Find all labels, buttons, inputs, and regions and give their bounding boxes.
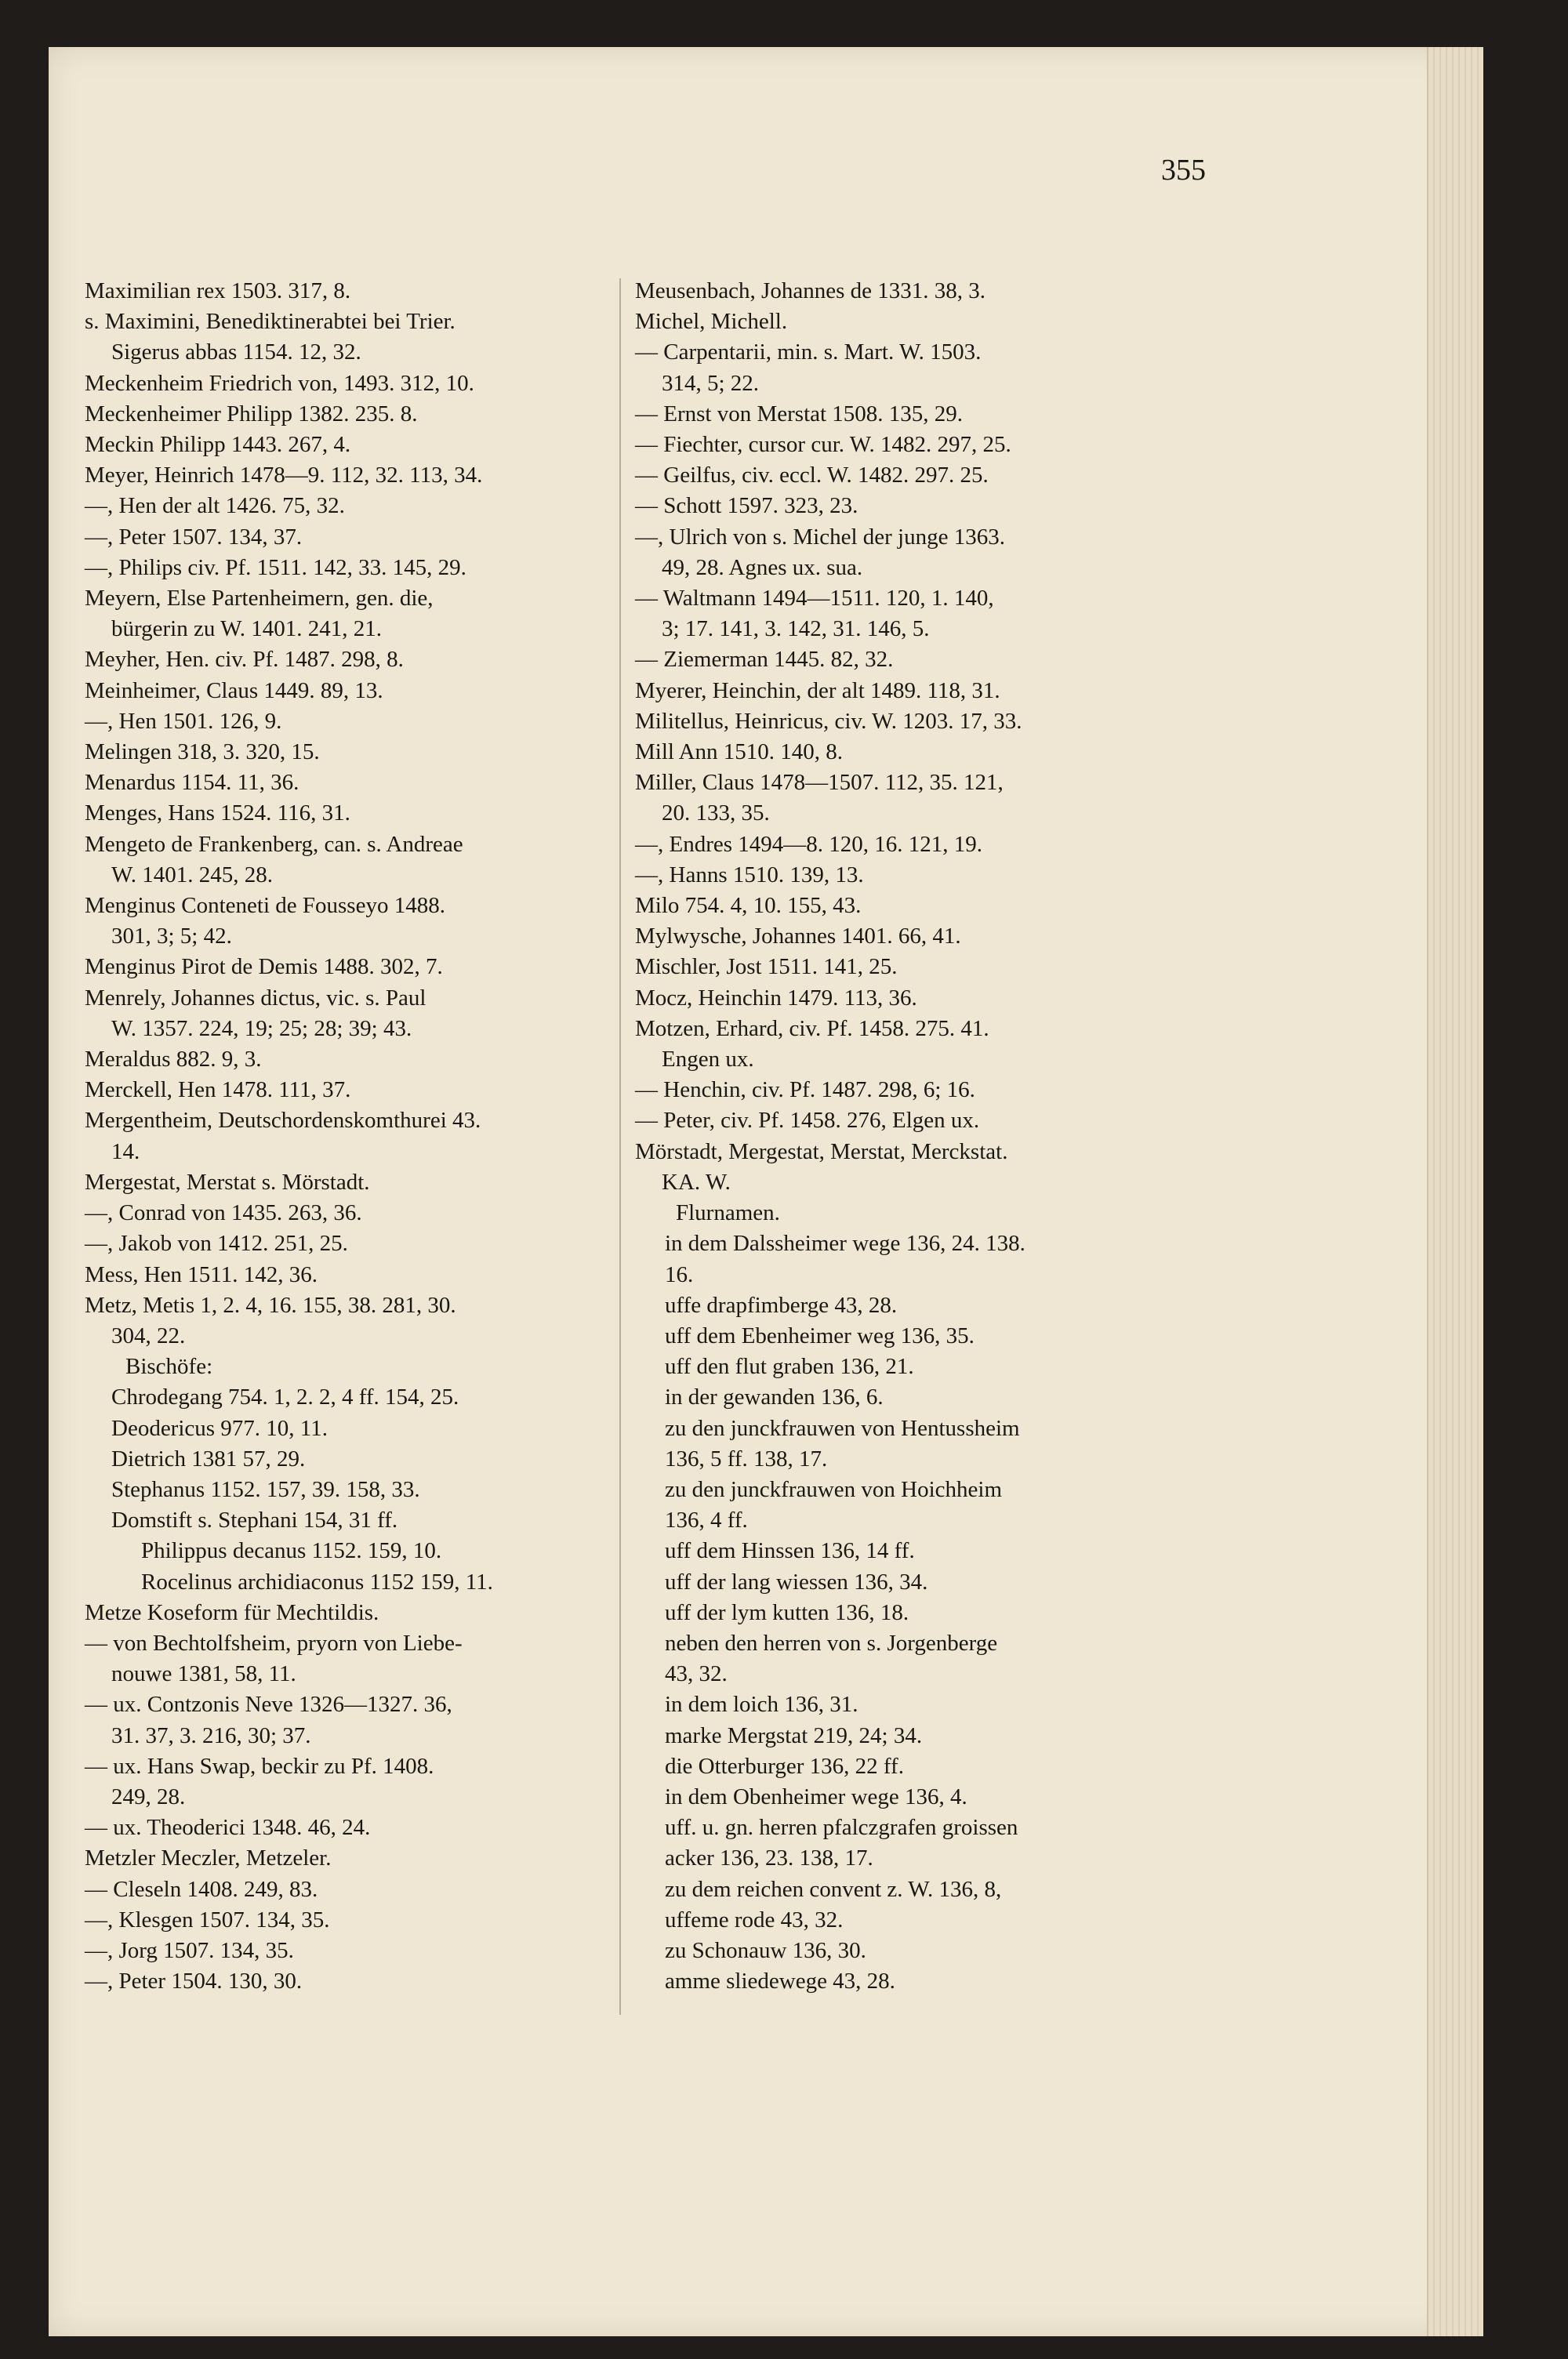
index-line: Miller, Claus 1478—1507. 112, 35. 121, [635, 770, 1004, 796]
index-line: zu den junckfrauwen von Hoichheim [665, 1476, 1003, 1502]
index-line: uff dem Hinssen 136, 14 ff. [665, 1538, 915, 1564]
index-line: —, Hanns 1510. 139, 13. [635, 862, 864, 887]
index-line: —, Ulrich von s. Michel der junge 1363. [635, 524, 1005, 550]
index-line: 304, 22. [111, 1323, 186, 1348]
index-line: Meyer, Heinrich 1478—9. 112, 32. 113, 34. [85, 463, 483, 488]
index-line: Michel, Michell. [635, 309, 788, 335]
index-line: Metzler Meczler, Metzeler. [85, 1845, 332, 1871]
index-line: Meckin Philipp 1443. 267, 4. [85, 432, 351, 458]
index-line: —, Philips civ. Pf. 1511. 142, 33. 145, 29. [85, 554, 466, 580]
index-line: — von Bechtolfsheim, pryorn von Liebe- [85, 1630, 463, 1656]
index-line: Deodericus 977. 10, 11. [111, 1415, 328, 1441]
index-line: uffe drapfimberge 43, 28. [665, 1292, 898, 1318]
index-line: Mischler, Jost 1511. 141, 25. [635, 954, 898, 980]
index-line: 31. 37, 3. 216, 30; 37. [111, 1722, 311, 1748]
index-line: 16. [665, 1261, 694, 1287]
index-line: — ux. Hans Swap, beckir zu Pf. 1408. [85, 1753, 434, 1779]
index-line: die Otterburger 136, 22 ff. [665, 1753, 904, 1779]
index-line: 43, 32. [665, 1661, 728, 1687]
index-line: Motzen, Erhard, civ. Pf. 1458. 275. 41. [635, 1015, 989, 1041]
index-line: Flurnamen. [676, 1200, 780, 1226]
index-line: uff der lang wiessen 136, 34. [665, 1569, 928, 1595]
index-line: 14. [111, 1138, 140, 1164]
index-line: Maximilian rex 1503. 317, 8. [85, 278, 351, 303]
index-line: marke Mergstat 219, 24; 34. [665, 1722, 923, 1748]
index-line: amme sliedewege 43, 28. [665, 1969, 895, 1994]
index-line: uff. u. gn. herren pfalczgrafen groissen [665, 1815, 1018, 1841]
index-line: — ux. Theoderici 1348. 46, 24. [85, 1815, 371, 1841]
index-line: Mengeto de Frankenberg, can. s. Andreae [85, 831, 463, 857]
index-line: neben den herren von s. Jorgenberge [665, 1630, 998, 1656]
index-line: —, Peter 1504. 130, 30. [85, 1969, 303, 1994]
index-line: Meckenheim Friedrich von, 1493. 312, 10. [85, 370, 474, 396]
index-line: —, Hen 1501. 126, 9. [85, 708, 282, 734]
index-line: Milo 754. 4, 10. 155, 43. [635, 893, 862, 919]
index-line: 136, 5 ff. 138, 17. [665, 1446, 828, 1472]
index-line: Menginus Pirot de Demis 1488. 302, 7. [85, 954, 443, 980]
index-line: —, Hen der alt 1426. 75, 32. [85, 493, 345, 519]
index-line: Mörstadt, Mergestat, Merstat, Merckstat. [635, 1138, 1008, 1164]
index-line: uffeme rode 43, 32. [665, 1907, 844, 1933]
index-line: 49, 28. Agnes ux. sua. [662, 554, 863, 580]
index-line: Chrodegang 754. 1, 2. 2, 4 ff. 154, 25. [111, 1385, 459, 1410]
index-line: Meinheimer, Claus 1449. 89, 13. [85, 677, 383, 703]
index-line: s. Maximini, Benediktinerabtei bei Trier. [85, 309, 456, 335]
index-line: Meyher, Hen. civ. Pf. 1487. 298, 8. [85, 647, 404, 673]
index-line: —, Jorg 1507. 134, 35. [85, 1937, 294, 1963]
page-edges [1427, 47, 1483, 2336]
index-line: Meusenbach, Johannes de 1331. 38, 3. [635, 278, 985, 303]
index-line: 136, 4 ff. [665, 1508, 748, 1533]
index-line: — Henchin, civ. Pf. 1487. 298, 6; 16. [635, 1077, 975, 1103]
index-line: 3; 17. 141, 3. 142, 31. 146, 5. [662, 616, 930, 642]
index-line: Menardus 1154. 11, 36. [85, 770, 299, 796]
index-line: Metz, Metis 1, 2. 4, 16. 155, 38. 281, 30. [85, 1292, 456, 1318]
index-line: nouwe 1381, 58, 11. [111, 1661, 296, 1687]
index-line: Sigerus abbas 1154. 12, 32. [111, 339, 361, 365]
index-line: Mocz, Heinchin 1479. 113, 36. [635, 985, 917, 1011]
right-column [635, 276, 1254, 1997]
index-line: — Peter, civ. Pf. 1458. 276, Elgen ux. [635, 1108, 980, 1134]
page-number: 355 [1161, 154, 1206, 187]
index-line: uff der lym kutten 136, 18. [665, 1599, 909, 1625]
index-line: KA. W. [662, 1169, 731, 1195]
index-line: — Ernst von Merstat 1508. 135, 29. [635, 401, 964, 426]
index-line: Meckenheimer Philipp 1382. 235. 8. [85, 401, 418, 426]
index-line: Mess, Hen 1511. 142, 36. [85, 1261, 318, 1287]
index-line: — Cleseln 1408. 249, 83. [85, 1876, 318, 1902]
index-line: Bischöfe: [125, 1354, 213, 1380]
index-line: —, Jakob von 1412. 251, 25. [85, 1231, 348, 1257]
index-line: Myerer, Heinchin, der alt 1489. 118, 31. [635, 677, 1000, 703]
index-line: 20. 133, 35. [662, 800, 770, 826]
index-line: in dem Obenheimer wege 136, 4. [665, 1784, 967, 1809]
index-line: — Geilfus, civ. eccl. W. 1482. 297. 25. [635, 463, 989, 488]
index-line: — Fiechter, cursor cur. W. 1482. 297, 25. [635, 432, 1011, 458]
left-column [85, 276, 681, 1997]
index-line: Melingen 318, 3. 320, 15. [85, 739, 320, 765]
index-line: Militellus, Heinricus, civ. W. 1203. 17, 33. [635, 708, 1022, 734]
index-line: Meyern, Else Partenheimern, gen. die, [85, 586, 434, 612]
index-line: Menges, Hans 1524. 116, 31. [85, 800, 350, 826]
index-line: bürgerin zu W. 1401. 241, 21. [111, 616, 383, 642]
index-line: — Carpentarii, min. s. Mart. W. 1503. [635, 339, 982, 365]
index-line: in der gewanden 136, 6. [665, 1385, 884, 1410]
index-line: W. 1401. 245, 28. [111, 862, 273, 887]
index-line: zu Schonauw 136, 30. [665, 1937, 866, 1963]
index-line: Mergentheim, Deutschordenskomthurei 43. [85, 1108, 481, 1134]
index-line: in dem loich 136, 31. [665, 1692, 858, 1718]
index-line: acker 136, 23. 138, 17. [665, 1845, 873, 1871]
index-line: Meraldus 882. 9, 3. [85, 1047, 262, 1072]
index-line: —, Conrad von 1435. 263, 36. [85, 1200, 362, 1226]
index-line: zu den junckfrauwen von Hentussheim [665, 1415, 1020, 1441]
index-line: Metze Koseform für Mechtildis. [85, 1599, 379, 1625]
index-line: —, Endres 1494—8. 120, 16. 121, 19. [635, 831, 983, 857]
index-line: — Schott 1597. 323, 23. [635, 493, 858, 519]
index-line: Dietrich 1381 57, 29. [111, 1446, 306, 1472]
index-line: Mill Ann 1510. 140, 8. [635, 739, 844, 765]
index-line: Merckell, Hen 1478. 111, 37. [85, 1077, 351, 1103]
index-line: Stephanus 1152. 157, 39. 158, 33. [111, 1476, 420, 1502]
index-line: Domstift s. Stephani 154, 31 ff. [111, 1508, 398, 1533]
index-line: uff den flut graben 136, 21. [665, 1354, 914, 1380]
index-line: 301, 3; 5; 42. [111, 924, 232, 949]
index-line: zu dem reichen convent z. W. 136, 8, [665, 1876, 1002, 1902]
index-line: in dem Dalssheimer wege 136, 24. 138. [665, 1231, 1025, 1257]
index-line: Mergestat, Merstat s. Mörstadt. [85, 1169, 370, 1195]
index-line: Mylwysche, Johannes 1401. 66, 41. [635, 924, 961, 949]
index-line: Menrely, Johannes dictus, vic. s. Paul [85, 985, 426, 1011]
index-line: — ux. Contzonis Neve 1326—1327. 36, [85, 1692, 452, 1718]
index-line: uff dem Ebenheimer weg 136, 35. [665, 1323, 975, 1348]
index-line: — Ziemerman 1445. 82, 32. [635, 647, 894, 673]
index-line: — Waltmann 1494—1511. 120, 1. 140, [635, 586, 994, 612]
index-line: Engen ux. [662, 1047, 754, 1072]
index-line: Menginus Conteneti de Fousseyo 1488. [85, 893, 445, 919]
index-line: Rocelinus archidiaconus 1152 159, 11. [141, 1569, 493, 1595]
index-line: Philippus decanus 1152. 159, 10. [141, 1538, 442, 1564]
index-line: —, Klesgen 1507. 134, 35. [85, 1907, 330, 1933]
index-line: 314, 5; 22. [662, 370, 760, 396]
index-line: W. 1357. 224, 19; 25; 28; 39; 43. [111, 1015, 412, 1041]
index-line: 249, 28. [111, 1784, 186, 1809]
index-line: —, Peter 1507. 134, 37. [85, 524, 303, 550]
